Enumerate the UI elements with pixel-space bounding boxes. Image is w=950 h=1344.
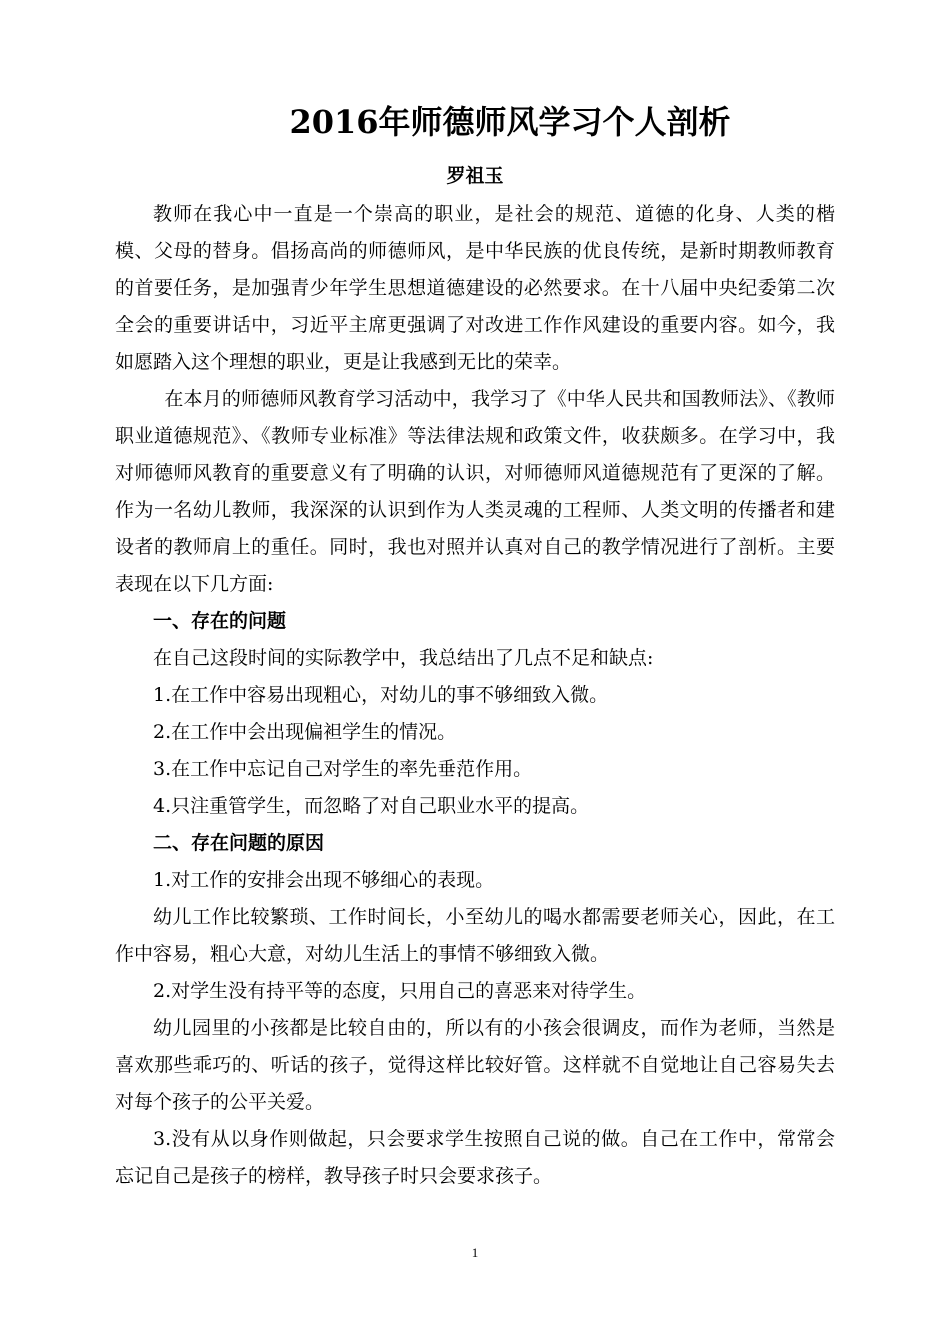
list-item-problem-2: 2.在工作中会出现偏袒学生的情况。 [153,721,457,743]
paragraph-cause-2-detail: 幼儿园里的小孩都是比较自由的，所以有的小孩会很调皮，而作为老师，当然是喜欢那些乖巧的、听话的孩子，觉得这样比较好管。这样就不自觉地让自己容易失去对每个孩子的公平关爱。 [115,1017,835,1113]
paragraph-intro: 教师在我心中一直是一个崇高的职业，是社会的规范、道德的化身、人类的楷模、父母的替身。倡扬高尚的师德师风，是中华民族的优良传统，是新时期教师教育的首要任务，是加强青少年学生思想道德建设的必然要求。在十八届中央纪委第二次全会的重要讲话中，习近平主席更强调了对改进工作作风建设的重要内容。如今，我如愿踏入这个理想的职业，更是让我感到无比的荣幸。 [115,203,835,373]
list-item-cause-3: 3.没有从以身作则做起，只会要求学生按照自己说的做。自己在工作中，常常会忘记自己是孩子的榜样，教导孩子时只会要求孩子。 [115,1128,835,1187]
section-heading-causes: 二、存在问题的原因 [153,832,325,854]
list-item-problem-4: 4.只注重管学生，而忽略了对自己职业水平的提高。 [153,795,590,817]
section-heading-problems: 一、存在的问题 [153,610,287,632]
paragraph-problems-intro: 在自己这段时间的实际教学中，我总结出了几点不足和缺点: [153,647,654,669]
page-number: 1 [471,1245,479,1260]
document-body [115,196,835,1195]
document-title: 2016年师德师风学习个人剖析 [289,103,731,141]
paragraph-study: 在本月的师德师风教育学习活动中，我学习了《中华人民共和国教师法》、《教师职业道德规范》、《教师专业标准》等法律法规和政策文件，收获颇多。在学习中，我对师德师风教育的重要意义有了明确的认识，对师德师风道德规范有了更深的了解。作为一名幼儿教师，我深深的认识到作为人类灵魂的工程师、人类文明的传播者和建设者的教师肩上的重任。同时，我也对照并认真对自己的教学情况进行了剖析。主要表现在以下几方面: [115,388,835,595]
author-name: 罗祖玉 [446,165,504,187]
list-item-cause-2: 2.对学生没有持平等的态度，只用自己的喜恶来对待学生。 [153,980,647,1002]
list-item-problem-3: 3.在工作中忘记自己对学生的率先垂范作用。 [153,758,533,780]
paragraph-cause-1-detail: 幼儿工作比较繁琐、工作时间长，小至幼儿的喝水都需要老师关心，因此，在工作中容易，粗心大意，对幼儿生活上的事情不够细致入微。 [115,906,835,965]
list-item-cause-1: 1.对工作的安排会出现不够细心的表现。 [153,869,495,891]
list-item-problem-1: 1.在工作中容易出现粗心，对幼儿的事不够细致入微。 [153,684,609,706]
